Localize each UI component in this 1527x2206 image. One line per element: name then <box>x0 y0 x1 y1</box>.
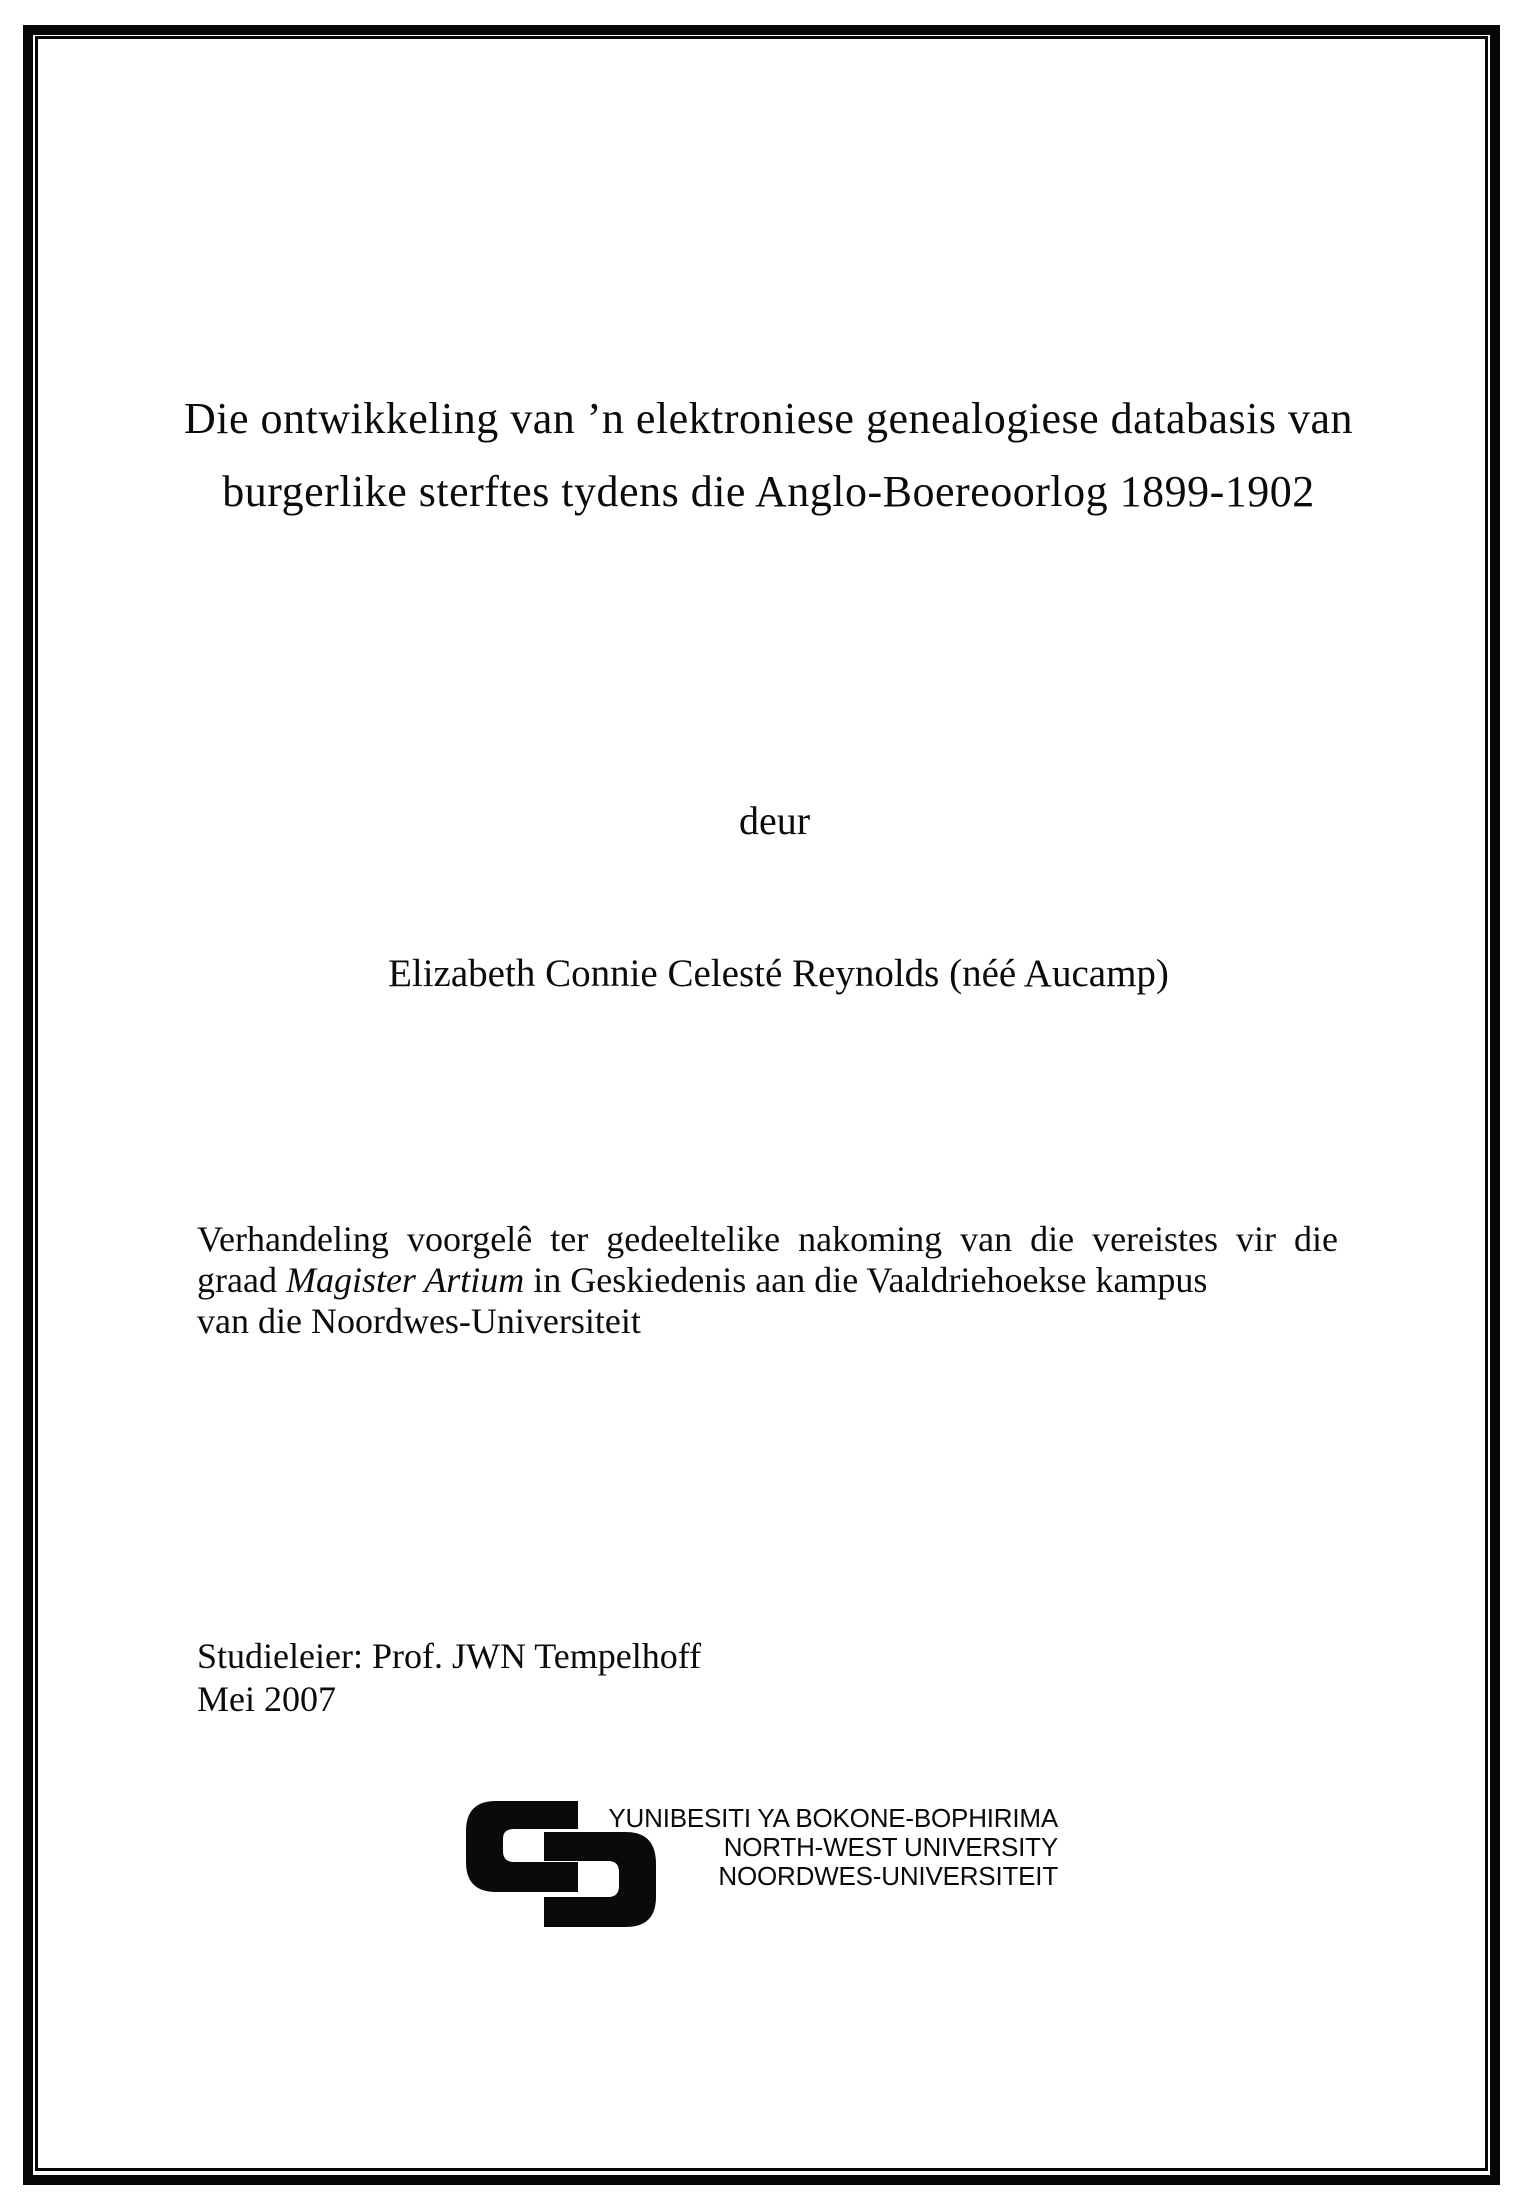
logo-text-setswana: YUNIBESITI YA BOKONE-BOPHIRIMA <box>608 1803 1058 1833</box>
logo-text-afrikaans: NOORDWES-UNIVERSITEIT <box>718 1861 1058 1891</box>
university-logo-text <box>560 1804 1058 1891</box>
degree-statement-line2 <box>197 1260 1338 1301</box>
degree-statement-line2-pre: graad <box>197 1260 286 1300</box>
degree-statement-line3: van die Noordwes-Universiteit <box>197 1301 641 1341</box>
supervisor-line: Studieleier: Prof. JWN Tempelhoff <box>197 1636 702 1676</box>
supervisor-block <box>197 1635 701 1721</box>
byline-deur: deur <box>738 798 811 843</box>
date-line: Mei 2007 <box>197 1679 336 1719</box>
degree-name-italic: Magister Artium <box>285 1260 525 1300</box>
degree-statement-line2-post: in Geskiedenis aan die Vaaldriehoekse kampus <box>524 1260 1208 1300</box>
degree-statement-line1: Verhandeling voorgelê ter gedeeltelike nakoming van die vereistes vir die <box>197 1219 1338 1259</box>
logo-text-english: NORTH-WEST UNIVERSITY <box>723 1832 1058 1862</box>
author-name: Elizabeth Connie Celesté Reynolds (néé Aucamp) <box>388 952 1169 995</box>
thesis-title-line2: burgerlike sterftes tydens die Anglo-Boereoorlog 1899-1902 <box>222 467 1315 516</box>
thesis-title-line1: Die ontwikkeling van ’n elektroniese genealogiese databasis van <box>183 394 1353 443</box>
degree-statement <box>197 1219 1338 1342</box>
thesis-title <box>5 382 1527 528</box>
